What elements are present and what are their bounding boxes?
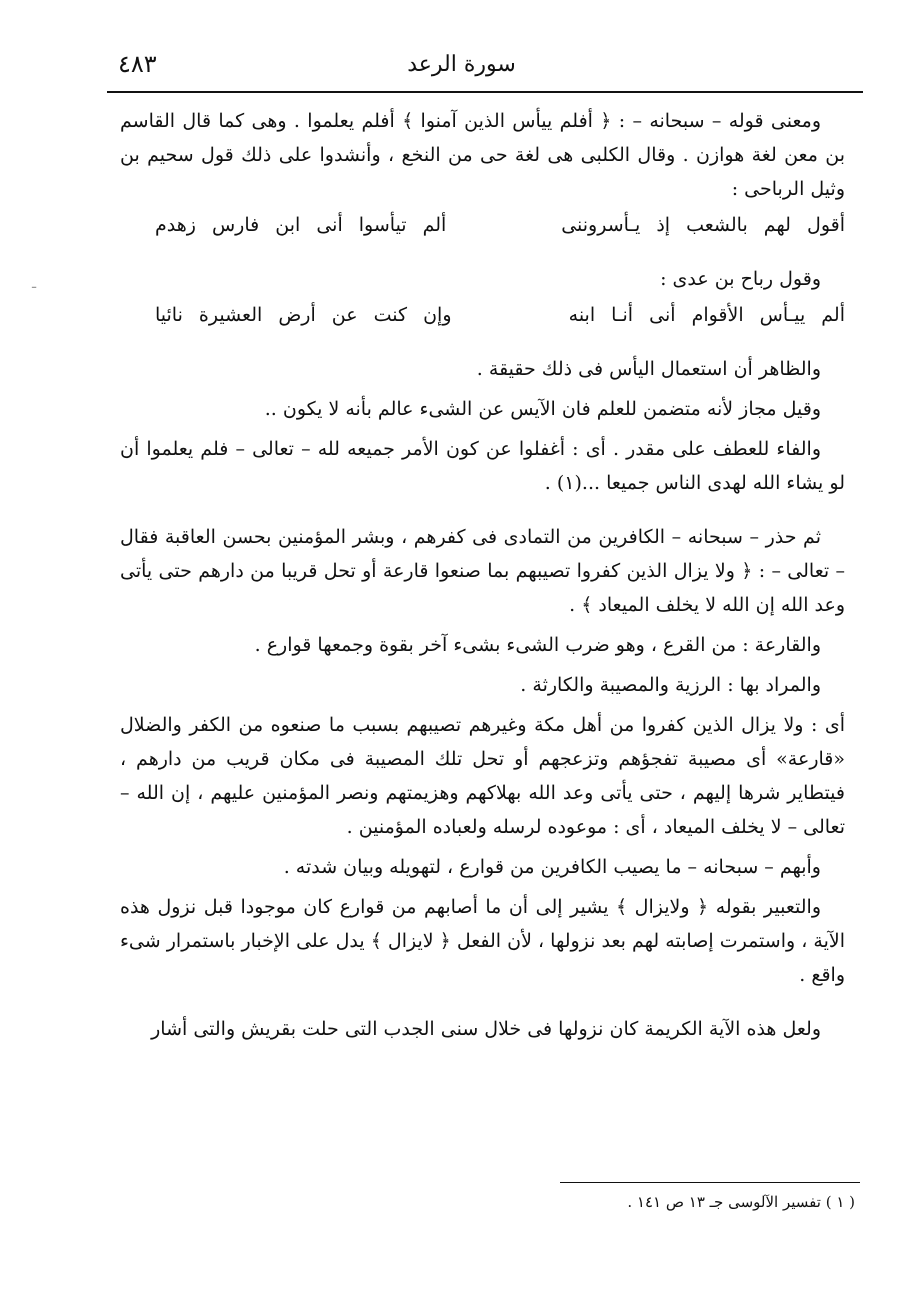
paragraph-4: وقيل مجاز لأنه متضمن للعلم فان الآيس عن الشىء عالم بأنه لا يكون ..	[264, 398, 821, 420]
footnote: ( ١ ) تفسير الآلوسى جـ ١٣ ص ١٤١ .	[627, 1193, 855, 1211]
paragraph-2: وقول رباح بن عدى :	[660, 268, 821, 290]
paragraph-3: والظاهر أن استعمال اليأس فى ذلك حقيقة .	[476, 358, 821, 380]
verse-2-first-hemistich: ألم ييـأس الأقوام أنى أنـا ابنه	[568, 304, 845, 326]
paragraph-5: والفاء للعطف على مقدر . أى : أغفلوا عن كون الأمر جميعه لله – تعالى – فلم يعلموا أن لو يشاء الله لهدى الناس جميعا ...(١) .	[120, 438, 845, 494]
paragraph-10: وأبهم – سبحانه – ما يصيب الكافرين من قوارع ، لتهويله وبيان شدته .	[283, 856, 821, 878]
paragraph-6: ثم حذر – سبحانه – الكافرين من التمادى فى كفرهم ، وبشر المؤمنين بحسن العاقبة فقال – تعالى – : ﴿ ولا يزال الذين كفروا تصيبهم بما صنعوا قارعة أو تحل قريبا من دارهم حتى يأتى وعد الله إن الله لا يخلف الميعاد ﴾ .	[120, 526, 845, 616]
verse-2	[155, 298, 845, 332]
verse-1-first-hemistich: أقول لهم بالشعب إذ يـأسروننى	[561, 214, 845, 236]
verse-1	[155, 208, 845, 242]
paragraph-8: والمراد بها : الرزية والمصيبة والكارثة .	[520, 674, 821, 696]
verse-2-second-hemistich: وإن كنت عن أرض العشيرة نائيا	[155, 304, 452, 326]
page-number: ٤٨٣	[118, 50, 157, 78]
paragraph-7: والقارعة : من القرع ، وهو ضرب الشىء بشىء آخر بقوة وجمعها قوارع .	[254, 634, 821, 656]
page-body	[120, 104, 845, 1046]
paragraph-1: ومعنى قوله – سبحانه – : ﴿ أفلم ييأس الذين آمنوا ﴾ أفلم يعلموا . وهى كما قال القاسم بن معن لغة هوازن . وقال الكلبى هى لغة حى من النخع ، وأنشدوا على ذلك قول سحيم بن وثيل الرباحى :	[120, 110, 845, 200]
paragraph-9: أى : ولا يزال الذين كفروا من أهل مكة وغيرهم تصيبهم بسبب ما صنعوه من الكفر والضلال «قارعة» أى مصيبة تفجؤهم وتزعجهم أو تحل تلك المصيبة فى مكان قريب من دارهم ، فيتطاير شرها إليهم ، حتى يأتى وعد الله بهلاكهم وهزيمتهم ونصر المؤمنين عليهم ، إن الله – تعالى – لا يخلف الميعاد ، أى : موعوده لرسله ولعباده المؤمنين .	[120, 714, 845, 838]
scan-speck: ـ	[32, 276, 37, 292]
footnote-rule	[560, 1182, 860, 1183]
paragraph-12: ولعل هذه الآية الكريمة كان نزولها فى خلال سنى الجدب التى حلت بقريش والتى أشار	[151, 1018, 821, 1040]
header-rule	[107, 91, 863, 93]
paragraph-11: والتعبير بقوله ﴿ ولايزال ﴾ يشير إلى أن ما أصابهم من قوارع كان موجودا قبل نزول هذه الآية ، واستمرت إصابته لهم بعد نزولها ، لأن الفعل ﴿ لايزال ﴾ يدل على الإخبار باستمرار شىء واقع .	[120, 896, 845, 986]
verse-1-second-hemistich: ألم تيأسوا أنى ابن فارس زهدم	[155, 214, 447, 236]
surah-title: سورة الرعد	[407, 52, 516, 77]
